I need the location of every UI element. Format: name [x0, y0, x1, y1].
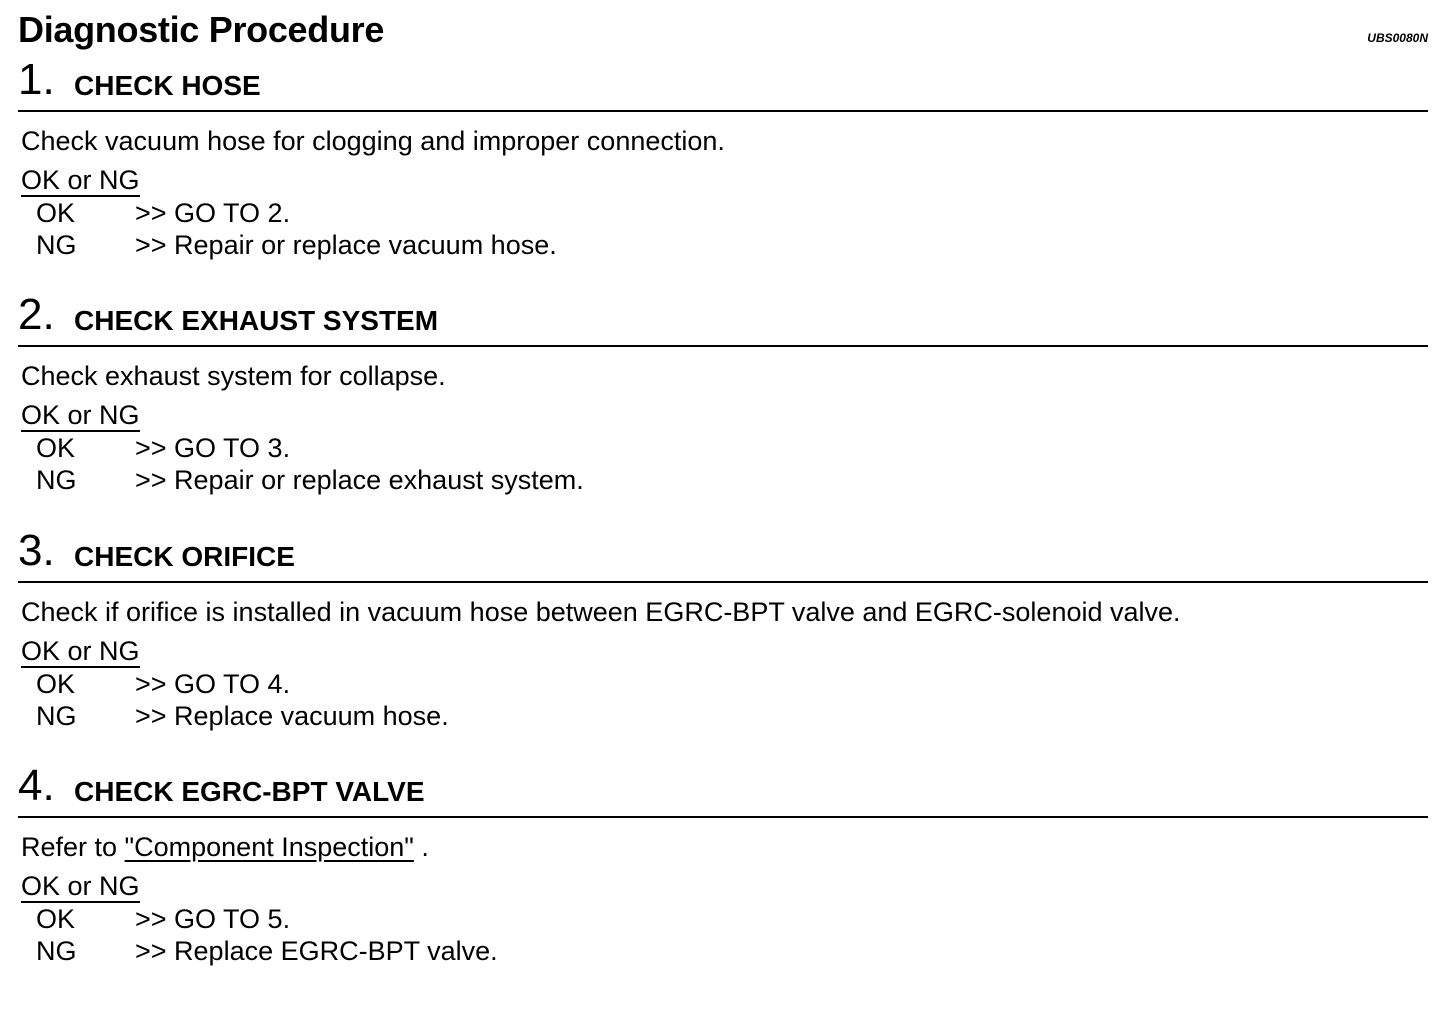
component-inspection-link[interactable]: "Component Inspection" [124, 832, 414, 862]
decision-label: OK or NG [21, 165, 140, 195]
step-instruction: Check if orifice is installed in vacuum hose between EGRC-BPT valve and EGRC-solenoid valve. [21, 597, 1181, 627]
step-1 [18, 56, 1428, 261]
result-action: >> GO TO 3. [135, 433, 291, 463]
result-code: NG [36, 465, 77, 495]
step-header [18, 762, 1428, 818]
result-ng [21, 935, 1428, 967]
result-ng [21, 464, 1428, 496]
result-code: OK [36, 433, 76, 463]
result-ng [21, 700, 1428, 732]
result-action: >> Repair or replace vacuum hose. [135, 230, 557, 260]
step-title: CHECK HOSE [74, 70, 261, 101]
result-code: OK [36, 669, 76, 699]
step-title: CHECK EXHAUST SYSTEM [74, 305, 439, 336]
step-body [18, 596, 1428, 732]
result-action: >> GO TO 4. [135, 669, 291, 699]
step-number: 4. [18, 761, 55, 810]
instruction-prefix: Refer to [21, 832, 125, 862]
step-instruction [21, 831, 1428, 863]
document-code: UBS0080N [1367, 31, 1428, 45]
result-action: >> Repair or replace exhaust system. [135, 465, 584, 495]
step-title: CHECK EGRC-BPT VALVE [74, 776, 425, 807]
step-body [18, 831, 1428, 967]
step-instruction: Check vacuum hose for clogging and improper connection. [21, 126, 725, 156]
step-2 [18, 291, 1428, 496]
result-code: NG [36, 701, 77, 731]
result-action: >> GO TO 2. [135, 198, 291, 228]
result-action: >> Replace EGRC-BPT valve. [135, 936, 498, 966]
result-ng [21, 229, 1428, 261]
step-title: CHECK ORIFICE [74, 541, 295, 572]
step-header [18, 56, 1428, 112]
decision-label: OK or NG [21, 871, 140, 901]
decision-label: OK or NG [21, 636, 140, 666]
result-action: >> GO TO 5. [135, 904, 291, 934]
result-ok [21, 668, 1428, 700]
result-code: OK [36, 198, 76, 228]
step-body [18, 360, 1428, 496]
result-code: NG [36, 936, 77, 966]
result-ok [21, 432, 1428, 464]
step-3 [18, 527, 1428, 732]
step-instruction: Check exhaust system for collapse. [21, 361, 446, 391]
result-ok [21, 197, 1428, 229]
result-code: OK [36, 904, 76, 934]
step-number: 2. [18, 290, 55, 339]
step-number: 3. [18, 526, 55, 575]
step-number: 1. [18, 55, 55, 104]
step-header [18, 291, 1428, 347]
step-4 [18, 762, 1428, 967]
result-action: >> Replace vacuum hose. [135, 701, 449, 731]
instruction-suffix: . [413, 832, 429, 862]
result-code: NG [36, 230, 77, 260]
decision-label: OK or NG [21, 400, 140, 430]
page-title: Diagnostic Procedure [18, 9, 385, 50]
step-header [18, 527, 1428, 583]
result-ok [21, 903, 1428, 935]
step-body [18, 125, 1428, 261]
